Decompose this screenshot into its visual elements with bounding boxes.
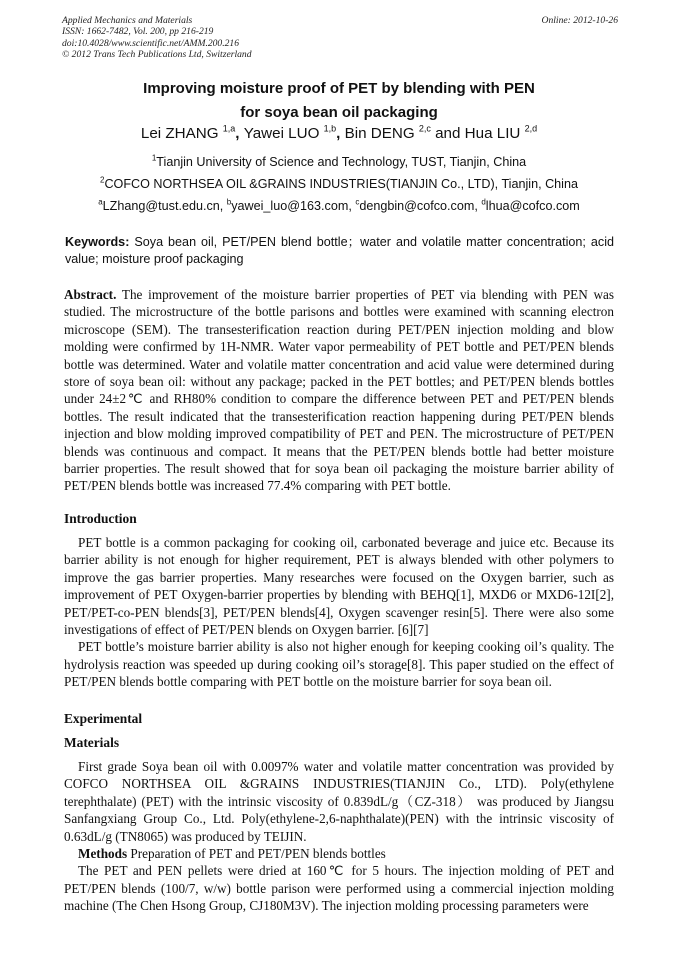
author-name: Bin DENG	[344, 125, 419, 142]
keywords-block	[65, 234, 614, 268]
paper-title-line-2: for soya bean oil packaging	[240, 104, 438, 121]
affiliation-1	[0, 155, 678, 169]
keywords-text: Soya bean oil, PET/PEN blend bottle；water and volatile matter concentration; acid value; moisture proof packaging	[65, 235, 614, 266]
author-name: Hua LIU	[464, 125, 525, 142]
materials-paragraph: First grade Soya bean oil with 0.0097% water and volatile matter concentration was provided by COFCO NORTHSEA OIL &GRAINS INDUSTRIES(TIANJIN Co., LTD). Poly(ethylene terephthalate) (PET) with the intrinsic viscosity of 0.839dL/g（CZ-318） was produced by Jiangsu Sanfangxiang Group Co., Ltd. Poly(ethylene-2,6-naphthalate)(PEN) with the intrinsic viscosity of 0.63dL/g (TN8065) was produced by TEIJIN.	[64, 759, 614, 844]
email-address[interactable]: LZhang@tust.edu.cn,	[102, 199, 227, 213]
methods-subtitle: Preparation of PET and PET/PEN blends bottles	[127, 846, 386, 862]
copyright-line: © 2012 Trans Tech Publications Ltd, Switzerland	[62, 48, 252, 60]
abstract-block	[64, 286, 614, 495]
author-name: Lei ZHANG	[140, 125, 223, 142]
issn-line: ISSN: 1662-7482, Vol. 200, pp 216-219	[62, 26, 214, 38]
author-separator: ,	[235, 125, 244, 142]
author-affiliation-mark: 1,b	[323, 123, 337, 134]
email-mark: b	[226, 197, 232, 207]
methods-paragraph: The PET and PEN pellets were dried at 160℃ for 5 hours. The injection molding of PET and PET/PEN blends (100/7, w/w) bottle parison were performed using a commercial injection molding machine (The Chen Hsong Group, CJ180M3V). The injection molding processing parameters were	[64, 863, 614, 914]
author-name: Yawei LUO	[243, 125, 324, 142]
keywords-label: Keywords:	[65, 235, 130, 249]
materials-heading: Materials	[64, 735, 120, 750]
author-affiliation-mark: 2,c	[418, 123, 431, 134]
email-mark: c	[355, 197, 360, 207]
introduction-heading: Introduction	[64, 511, 137, 526]
introduction-paragraph-1: PET bottle is a common packaging for cooking oil, carbonated beverage and juice etc. Because its barrier ability is not enough for higher requirement, PET is always blended with other polymers to improve the gas barrier properties. Many researches were focused on the Oxygen barrier, such as improvement of PET Oxygen-barrier properties by blending with BEHQ[1], MXD6 or MXD6-12I[2], PET/PET-co-PEN blends[3], PET/PEN blends[4], Oxygen scavenger resin[5]. There were also some investigations of effect of PET/PEN blends on Oxygen barrier. [6][7]	[64, 535, 614, 638]
experimental-heading: Experimental	[64, 711, 143, 726]
author-affiliation-mark: 1,a	[222, 123, 236, 134]
email-mark: a	[98, 197, 103, 207]
author-list	[0, 125, 678, 142]
introduction-body	[64, 534, 614, 691]
email-address[interactable]: dengbin@cofco.com,	[359, 199, 482, 213]
methods-label: Methods	[78, 846, 128, 862]
materials-body	[64, 758, 614, 915]
abstract-text: The improvement of the moisture barrier properties of PET via blending with PEN was studied. The microstructure of the bottle parisons and bottles were examined with scanning electron microscope (SEM). The transesterification reaction during PET/PEN injection molding and blow molding were confirmed by 1H-NMR. Water vapor permeability of PET bottle and PET/PEN blends bottle was determined. Water and volatile matter concentration and acid value were determined during store of soya bean oil: without any package; packed in the PET bottles; and PET/PEN blends bottles under 24±2℃ and RH80% condition to compare the difference between PET and PET/PEN blends bottles. The result indicated that the transesterification reaction happening during PET/PEN blends injection and blow molding improved compatibility of PET and PEN. The microstructure of PET/PEN blends was continuous and compact. It means that the PET/PEN blends bottle had better moisture barrier properties. The result showed that for soya bean oil packaging the moisture barrier ability of PET/PEN blends bottle was increased 77.4% comparing with PET bottle.	[64, 287, 614, 494]
email-address[interactable]: yawei_luo@163.com,	[231, 199, 356, 213]
affiliation-text: Tianjin University of Science and Technology, TUST, Tianjin, China	[156, 155, 527, 169]
author-affiliation-mark: 2,d	[524, 123, 538, 134]
paper-title-line-1: Improving moisture proof of PET by blending with PEN	[143, 80, 535, 97]
affiliation-text: COFCO NORTHSEA OIL &GRAINS INDUSTRIES(TIANJIN Co., LTD), Tianjin, China	[104, 177, 578, 191]
affiliation-mark: 1	[151, 153, 157, 163]
introduction-paragraph-2: PET bottle’s moisture barrier ability is also not higher enough for keeping cooking oil’s quality. The hydrolysis reaction was speeded up during cooking oil’s storage[8]. This paper studied on the effect of PET/PEN blends bottle comparing with PET bottle on the moisture barrier for soya bean oil.	[64, 639, 614, 690]
affiliation-mark: 2	[100, 175, 105, 185]
journal-header	[62, 15, 618, 60]
abstract-label: Abstract.	[64, 287, 117, 302]
email-list	[0, 199, 678, 213]
affiliation-2	[0, 177, 678, 191]
online-date: Online: 2012-10-26	[541, 15, 618, 26]
email-address[interactable]: lhua@cofco.com	[485, 199, 580, 213]
methods-line	[64, 845, 614, 862]
author-separator: ,	[336, 125, 345, 142]
doi-line[interactable]: doi:10.4028/www.scientific.net/AMM.200.216	[62, 37, 240, 49]
journal-name: Applied Mechanics and Materials	[62, 15, 193, 26]
author-separator: and	[430, 125, 465, 142]
email-mark: d	[481, 197, 486, 207]
